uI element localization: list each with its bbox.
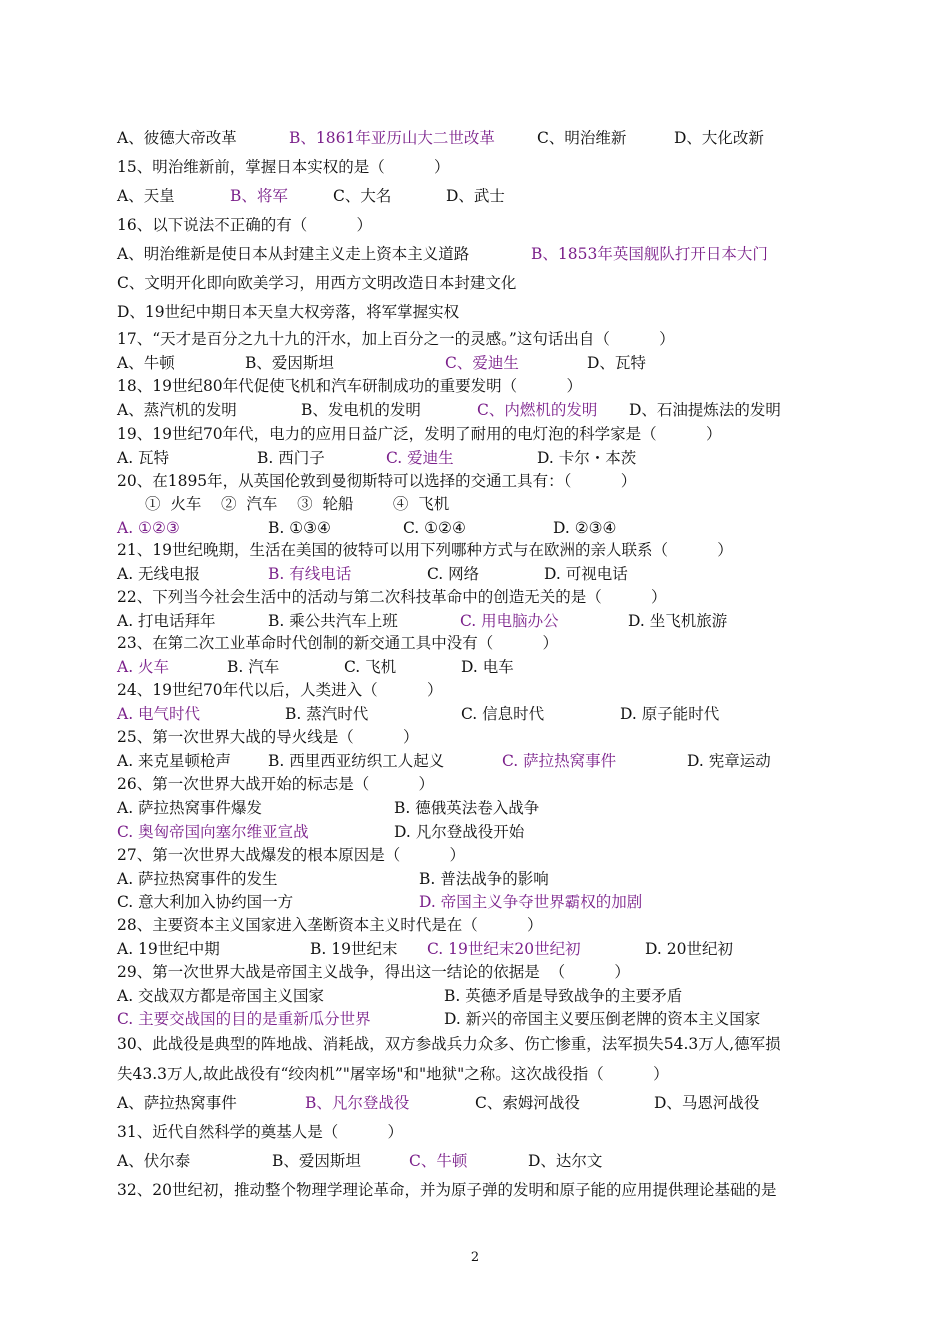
- q21-option-a: A. 无线电报: [117, 565, 201, 583]
- q14-option-a: A、彼德大帝改革: [117, 129, 237, 147]
- q17-stem: 17、“天才是百分之九十九的汗水，加上百分之一的灵感。”这句话出自（ ）: [117, 330, 675, 348]
- q14-option-b: B、1861年亚历山大二世改革: [289, 129, 495, 147]
- q27-option-d: D. 帝国主义争夺世界霸权的加剧: [419, 893, 643, 911]
- q30-stem-line1: 30、此战役是典型的阵地战、消耗战，双方参战兵力众多、伤亡惨重，法军损失54.3万人,德军损: [117, 1035, 781, 1053]
- q23-option-d: D. 电车: [461, 658, 514, 676]
- q18-option-c: C、内燃机的发明: [477, 401, 598, 419]
- q20-option-c: C. ①②④: [403, 519, 466, 537]
- q23-option-a: A. 火车: [117, 658, 170, 676]
- q15-option-a: A、天皇: [117, 187, 175, 205]
- q19-option-d: D. 卡尔・本茨: [537, 449, 637, 467]
- q28-option-d: D. 20世纪初: [645, 940, 733, 958]
- q15-option-d: D、武士: [446, 187, 505, 205]
- q21-option-b: B. 有线电话: [268, 565, 352, 583]
- q21-option-d: D. 可视电话: [544, 565, 628, 583]
- q22-option-d: D. 坐飞机旅游: [628, 612, 728, 630]
- q29-option-a: A. 交战双方都是帝国主义国家: [117, 987, 325, 1005]
- q21-option-c: C. 网络: [427, 565, 480, 583]
- q15-option-b: B、将军: [230, 187, 288, 205]
- q17-option-c: C、爱迪生: [445, 354, 519, 372]
- q31-option-b: B、爱因斯坦: [272, 1152, 361, 1170]
- q26-option-c: C. 奥匈帝国向塞尔维亚宣战: [117, 823, 309, 841]
- q15-stem: 15、明治维新前，掌握日本实权的是（ ）: [117, 158, 450, 176]
- q22-option-a: A. 打电话拜年: [117, 612, 216, 630]
- q30-stem-line2: 失43.3万人,故此战役有“绞肉机”"屠宰场"和"地狱"之称。这次战役指（ ）: [117, 1065, 669, 1083]
- q28-option-c: C. 19世纪末20世纪初: [427, 940, 581, 958]
- q27-option-c: C. 意大利加入协约国一方: [117, 893, 294, 911]
- q30-option-a: A、萨拉热窝事件: [117, 1094, 237, 1112]
- q26-stem: 26、第一次世界大战开始的标志是（ ）: [117, 775, 434, 793]
- q20-transport-items: ① 火车 ② 汽车 ③ 轮船 ④ 飞机: [145, 495, 450, 513]
- q20-option-d: D. ②③④: [553, 519, 617, 537]
- q25-option-a: A. 来克星顿枪声: [117, 752, 232, 770]
- q29-option-c: C. 主要交战国的目的是重新瓜分世界: [117, 1010, 371, 1028]
- q18-stem: 18、19世纪80年代促使飞机和汽车研制成功的重要发明（ ）: [117, 377, 582, 395]
- q29-option-b: B. 英德矛盾是导致战争的主要矛盾: [444, 987, 683, 1005]
- q27-option-b: B. 普法战争的影响: [419, 870, 549, 888]
- q21-stem: 21、19世纪晚期，生活在美国的彼特可以用下列哪种方式与在欧洲的亲人联系（ ）: [117, 541, 733, 559]
- q23-stem: 23、在第二次工业革命时代创制的新交通工具中没有（ ）: [117, 634, 558, 652]
- q28-option-b: B. 19世纪末: [310, 940, 398, 958]
- q24-stem: 24、19世纪70年代以后，人类进入（ ）: [117, 681, 443, 699]
- q20-option-b: B. ①③④: [268, 519, 331, 537]
- q17-option-b: B、爱因斯坦: [245, 354, 334, 372]
- q28-stem: 28、主要资本主义国家进入垄断资本主义时代是在（ ）: [117, 916, 543, 934]
- q16-option-c: C、文明开化即向欧美学习，用西方文明改造日本封建文化: [117, 274, 517, 292]
- q29-stem: 29、第一次世界大战是帝国主义战争，得出这一结论的依据是 （ ）: [117, 963, 630, 981]
- q16-option-a: A、明治维新是使日本从封建主义走上资本主义道路: [117, 245, 470, 263]
- q22-option-b: B. 乘公共汽车上班: [268, 612, 398, 630]
- q14-option-d: D、大化改新: [674, 129, 764, 147]
- q19-option-c: C. 爱迪生: [386, 449, 454, 467]
- q30-option-b: B、凡尔登战役: [305, 1094, 410, 1112]
- page-number: 2: [470, 1250, 480, 1265]
- q30-option-c: C、索姆河战役: [475, 1094, 580, 1112]
- q31-option-c: C、牛顿: [409, 1152, 468, 1170]
- q32-stem: 32、20世纪初，推动整个物理学理论革命，并为原子弹的发明和原子能的应用提供理论基础的是: [117, 1181, 777, 1199]
- q25-option-c: C. 萨拉热窝事件: [502, 752, 617, 770]
- q26-option-b: B. 德俄英法卷入战争: [394, 799, 540, 817]
- q16-option-b: B、1853年英国舰队打开日本大门: [531, 245, 768, 263]
- q22-option-c: C. 用电脑办公: [460, 612, 559, 630]
- q16-option-d: D、19世纪中期日本天皇大权旁落，将军掌握实权: [117, 303, 460, 321]
- q17-option-d: D、瓦特: [587, 354, 646, 372]
- q27-option-a: A. 萨拉热窝事件的发生: [117, 870, 278, 888]
- q25-option-d: D. 宪章运动: [687, 752, 771, 770]
- q18-option-d: D、石油提炼法的发明: [629, 401, 781, 419]
- q15-option-c: C、大名: [333, 187, 392, 205]
- q24-option-d: D. 原子能时代: [620, 705, 720, 723]
- q23-option-b: B. 汽车: [227, 658, 280, 676]
- q20-stem: 20、在1895年，从英国伦敦到曼彻斯特可以选择的交通工具有：（ ）: [117, 472, 637, 490]
- q19-option-a: A. 瓦特: [117, 449, 170, 467]
- q17-option-a: A、牛顿: [117, 354, 175, 372]
- q16-stem: 16、以下说法不正确的有（ ）: [117, 216, 372, 234]
- q22-stem: 22、下列当今社会生活中的活动与第二次科技革命中的创造无关的是（ ）: [117, 588, 667, 606]
- q28-option-a: A. 19世纪中期: [117, 940, 220, 958]
- q26-option-d: D. 凡尔登战役开始: [394, 823, 525, 841]
- q24-option-b: B. 蒸汽时代: [285, 705, 369, 723]
- q31-stem: 31、近代自然科学的奠基人是（ ）: [117, 1123, 403, 1141]
- q26-option-a: A. 萨拉热窝事件爆发: [117, 799, 263, 817]
- q19-option-b: B. 西门子: [257, 449, 325, 467]
- q24-option-a: A. 电气时代: [117, 705, 201, 723]
- q19-stem: 19、19世纪70年代，电力的应用日益广泛，发明了耐用的电灯泡的科学家是（ ）: [117, 425, 722, 443]
- q25-option-b: B. 西里西亚纺织工人起义: [268, 752, 445, 770]
- q20-option-a: A. ①②③: [117, 519, 180, 537]
- q29-option-d: D. 新兴的帝国主义要压倒老牌的资本主义国家: [444, 1010, 761, 1028]
- q27-stem: 27、第一次世界大战爆发的根本原因是（ ）: [117, 846, 465, 864]
- q25-stem: 25、第一次世界大战的导火线是（ ）: [117, 728, 419, 746]
- q23-option-c: C. 飞机: [344, 658, 397, 676]
- q14-option-c: C、明治维新: [537, 129, 627, 147]
- q18-option-a: A、蒸汽机的发明: [117, 401, 237, 419]
- q30-option-d: D、马恩河战役: [654, 1094, 760, 1112]
- q24-option-c: C. 信息时代: [461, 705, 545, 723]
- q31-option-a: A、伏尔泰: [117, 1152, 191, 1170]
- q31-option-d: D、达尔文: [528, 1152, 603, 1170]
- q18-option-b: B、发电机的发明: [301, 401, 421, 419]
